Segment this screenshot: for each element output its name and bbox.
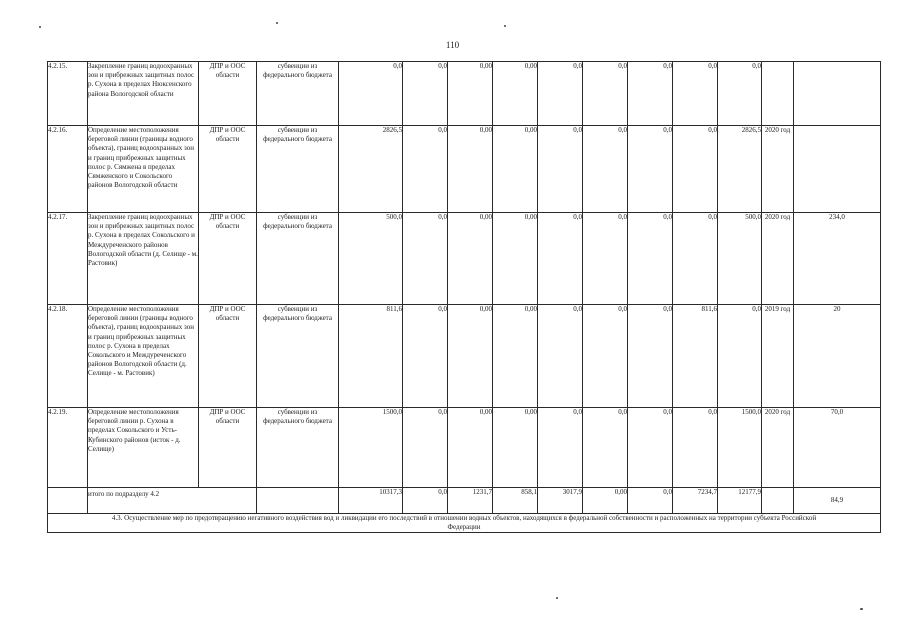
amount-cell: 811,6 — [673, 305, 718, 408]
amount-cell: 0,0 — [403, 213, 448, 305]
subtotal-spacer — [48, 488, 88, 514]
table-row — [48, 62, 881, 126]
section-header-row — [48, 514, 881, 533]
amount-cell: 0,0 — [339, 62, 403, 126]
table-row — [48, 126, 881, 213]
quantity-value — [794, 62, 881, 126]
activity-name: Определение местоположения береговой линии (границы водного объекта), границ водоохранных зон и границ прибрежных защитных полос р. Сухона в пределах Сокольского и Междуреченского районов Вологодской области (д. Селище - м. Растовик) — [88, 305, 199, 408]
amount-cell: 0,0 — [718, 62, 762, 126]
amount-cell: 0,0 — [403, 62, 448, 126]
amount-cell: 0,0 — [628, 213, 673, 305]
responsible-executor: ДПР и ООС области — [199, 305, 257, 408]
amount-cell: 2826,5 — [718, 126, 762, 213]
amount-cell: 0,0 — [538, 126, 583, 213]
program-activities-table — [47, 61, 881, 533]
section-heading-line1: 4.3. Осуществление мер по предотвращению негативного воздействия вод и ликвидации его последствий в отношении водных объектов, находящихся в федеральной собственности и расположенных на территории субъекта Российской — [111, 514, 817, 522]
page-number: 110 — [445, 40, 460, 50]
amount-cell: 0,0 — [628, 408, 673, 488]
amount-cell: 0,0 — [403, 408, 448, 488]
subtotal-amount: 10317,3 — [339, 488, 403, 514]
scan-speck — [860, 608, 863, 610]
subtotal-quantity: 84,9 — [794, 488, 881, 514]
amount-cell: 0,0 — [718, 305, 762, 408]
amount-cell: 2826,5 — [339, 126, 403, 213]
amount-cell: 1500,0 — [718, 408, 762, 488]
subtotal-blank — [257, 488, 339, 514]
activity-name: Закрепление границ водоохранных зон и прибрежных защитных полос р. Сухона в пределах Сокольского и Междуреченского районов Вологодской области (д. Селище - м. Растовик) — [88, 213, 199, 305]
subtotal-amount: 0,00 — [583, 488, 628, 514]
amount-cell: 0,0 — [628, 305, 673, 408]
amount-cell: 0,00 — [448, 305, 493, 408]
table-row — [48, 305, 881, 408]
amount-cell: 0,0 — [673, 126, 718, 213]
amount-cell: 0,00 — [493, 408, 538, 488]
completion-year: 2019 год — [762, 305, 794, 408]
amount-cell: 500,0 — [718, 213, 762, 305]
amount-cell: 0,0 — [673, 408, 718, 488]
row-number: 4.2.18. — [48, 305, 88, 408]
amount-cell: 0,0 — [583, 213, 628, 305]
table-row — [48, 213, 881, 305]
amount-cell: 0,00 — [448, 213, 493, 305]
amount-cell: 0,0 — [673, 213, 718, 305]
subtotal-amount: 7234,7 — [673, 488, 718, 514]
subtotal-amount: 12177,9 — [718, 488, 762, 514]
amount-cell: 0,0 — [538, 408, 583, 488]
amount-cell: 0,00 — [448, 126, 493, 213]
funding-source: субвенции из федерального бюджета — [257, 62, 339, 126]
amount-cell: 0,00 — [448, 62, 493, 126]
scan-speck — [504, 25, 506, 27]
amount-cell: 0,0 — [628, 126, 673, 213]
responsible-executor: ДПР и ООС области — [199, 62, 257, 126]
subtotal-amount: 858,1 — [493, 488, 538, 514]
scan-speck — [276, 22, 278, 24]
amount-cell: 500,0 — [339, 213, 403, 305]
activity-name: Определение местоположения береговой линии р. Сухона в пределах Сокольского и Усть-Кубинского районов (исток - д. Селище) — [88, 408, 199, 488]
section-heading-line2: Федерации — [447, 523, 481, 532]
amount-cell: 0,00 — [493, 213, 538, 305]
quantity-value — [794, 126, 881, 213]
scan-speck — [39, 26, 41, 28]
subtotal-amount: 1231,7 — [448, 488, 493, 514]
scan-speck — [556, 597, 558, 599]
amount-cell: 0,0 — [403, 305, 448, 408]
row-number: 4.2.16. — [48, 126, 88, 213]
amount-cell: 0,0 — [538, 213, 583, 305]
amount-cell: 0,0 — [403, 126, 448, 213]
amount-cell: 0,0 — [673, 62, 718, 126]
amount-cell: 0,0 — [583, 126, 628, 213]
amount-cell: 0,0 — [538, 305, 583, 408]
row-number: 4.2.17. — [48, 213, 88, 305]
funding-source: субвенции из федерального бюджета — [257, 305, 339, 408]
subtotal-row — [48, 488, 881, 514]
amount-cell: 0,0 — [583, 62, 628, 126]
funding-source: субвенции из федерального бюджета — [257, 213, 339, 305]
subtotal-year — [762, 488, 794, 514]
amount-cell: 811,6 — [339, 305, 403, 408]
responsible-executor: ДПР и ООС области — [199, 408, 257, 488]
quantity-value: 20 — [794, 305, 881, 408]
funding-source: субвенции из федерального бюджета — [257, 408, 339, 488]
responsible-executor: ДПР и ООС области — [199, 126, 257, 213]
subtotal-amount: 0,0 — [403, 488, 448, 514]
quantity-value: 70,0 — [794, 408, 881, 488]
amount-cell: 0,0 — [538, 62, 583, 126]
quantity-value: 234,0 — [794, 213, 881, 305]
amount-cell: 0,00 — [493, 62, 538, 126]
completion-year — [762, 62, 794, 126]
row-number: 4.2.19. — [48, 408, 88, 488]
subtotal-amount: 0,0 — [628, 488, 673, 514]
table-row — [48, 408, 881, 488]
amount-cell: 1500,0 — [339, 408, 403, 488]
amount-cell: 0,0 — [628, 62, 673, 126]
funding-source: субвенции из федерального бюджета — [257, 126, 339, 213]
amount-cell: 0,0 — [583, 408, 628, 488]
amount-cell: 0,0 — [583, 305, 628, 408]
completion-year: 2020 год — [762, 126, 794, 213]
amount-cell: 0,00 — [493, 305, 538, 408]
section-heading — [48, 514, 881, 533]
completion-year: 2020 год — [762, 213, 794, 305]
subtotal-amount: 3017,9 — [538, 488, 583, 514]
activity-name: Определение местоположения береговой линии (границы водного объекта), границ водоохранных зон и границ прибрежных защитных полос р. Сямжена в пределах Сямженского и Сокольского районов Вологодской области — [88, 126, 199, 213]
amount-cell: 0,00 — [448, 408, 493, 488]
completion-year: 2020 год — [762, 408, 794, 488]
responsible-executor: ДПР и ООС области — [199, 213, 257, 305]
activity-name: Закрепление границ водоохранных зон и прибрежных защитных полос р. Сухона в пределах Нюксенского района Вологодской области — [88, 62, 199, 126]
row-number: 4.2.15. — [48, 62, 88, 126]
amount-cell: 0,00 — [493, 126, 538, 213]
subtotal-label: итого по подразделу 4.2 — [88, 488, 257, 514]
